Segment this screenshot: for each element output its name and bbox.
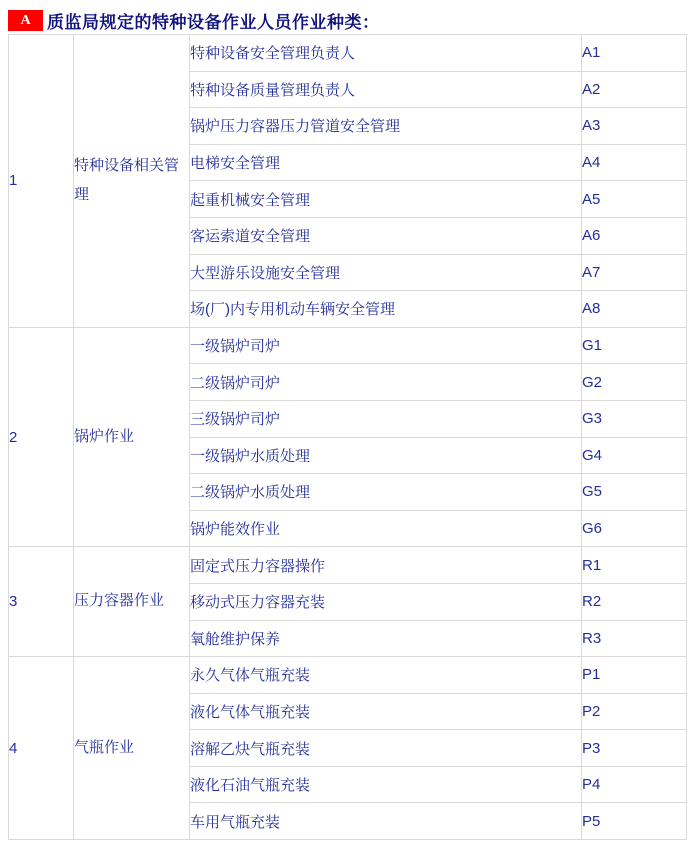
job-code-cell: G4 <box>582 437 687 474</box>
job-name-cell: 大型游乐设施安全管理 <box>190 254 582 291</box>
job-code-cell: P5 <box>582 803 687 840</box>
job-name-cell: 氧舱维护保养 <box>190 620 582 657</box>
section-category-cell: 气瓶作业 <box>74 657 190 840</box>
job-code-cell: A7 <box>582 254 687 291</box>
job-code-cell: G2 <box>582 364 687 401</box>
job-name-cell: 特种设备质量管理负责人 <box>190 71 582 108</box>
job-name-cell: 一级锅炉司炉 <box>190 327 582 364</box>
job-code-cell: P4 <box>582 766 687 803</box>
job-categories-table-body <box>9 35 687 840</box>
job-code-cell: G5 <box>582 474 687 511</box>
section-marker-badge: A <box>8 10 43 31</box>
job-name-cell: 液化气体气瓶充装 <box>190 693 582 730</box>
section-category-cell: 压力容器作业 <box>74 547 190 657</box>
job-name-cell: 客运索道安全管理 <box>190 217 582 254</box>
job-name-cell: 永久气体气瓶充装 <box>190 657 582 694</box>
job-name-cell: 锅炉能效作业 <box>190 510 582 547</box>
page-header <box>8 9 380 31</box>
job-code-cell: A1 <box>582 35 687 72</box>
job-name-cell: 一级锅炉水质处理 <box>190 437 582 474</box>
table-row <box>9 657 687 694</box>
job-name-cell: 电梯安全管理 <box>190 144 582 181</box>
job-code-cell: A5 <box>582 181 687 218</box>
job-code-cell: G6 <box>582 510 687 547</box>
section-number-cell: 3 <box>9 547 74 657</box>
job-name-cell: 三级锅炉司炉 <box>190 400 582 437</box>
section-number-cell: 1 <box>9 35 74 328</box>
job-code-cell: R1 <box>582 547 687 584</box>
job-name-cell: 移动式压力容器充装 <box>190 583 582 620</box>
job-code-cell: A8 <box>582 291 687 328</box>
job-name-cell: 特种设备安全管理负责人 <box>190 35 582 72</box>
job-code-cell: A3 <box>582 108 687 145</box>
job-code-cell: G1 <box>582 327 687 364</box>
job-name-cell: 起重机械安全管理 <box>190 181 582 218</box>
job-name-cell: 液化石油气瓶充装 <box>190 766 582 803</box>
section-number-cell: 2 <box>9 327 74 547</box>
job-name-cell: 二级锅炉水质处理 <box>190 474 582 511</box>
job-name-cell: 锅炉压力容器压力管道安全管理 <box>190 108 582 145</box>
job-name-cell: 固定式压力容器操作 <box>190 547 582 584</box>
job-categories-table <box>8 34 687 840</box>
job-code-cell: R2 <box>582 583 687 620</box>
job-code-cell: P3 <box>582 730 687 767</box>
table-row <box>9 35 687 72</box>
table-row <box>9 547 687 584</box>
job-code-cell: A6 <box>582 217 687 254</box>
section-category-cell: 特种设备相关管理 <box>74 35 190 328</box>
job-code-cell: G3 <box>582 400 687 437</box>
job-code-cell: A4 <box>582 144 687 181</box>
page-title: 质监局规定的特种设备作业人员作业种类： <box>47 12 380 32</box>
job-code-cell: P1 <box>582 657 687 694</box>
job-name-cell: 二级锅炉司炉 <box>190 364 582 401</box>
job-name-cell: 车用气瓶充装 <box>190 803 582 840</box>
job-name-cell: 场(厂)内专用机动车辆安全管理 <box>190 291 582 328</box>
section-number-cell: 4 <box>9 657 74 840</box>
job-name-cell: 溶解乙炔气瓶充装 <box>190 730 582 767</box>
job-code-cell: R3 <box>582 620 687 657</box>
section-category-cell: 锅炉作业 <box>74 327 190 547</box>
table-row <box>9 327 687 364</box>
job-code-cell: P2 <box>582 693 687 730</box>
job-code-cell: A2 <box>582 71 687 108</box>
